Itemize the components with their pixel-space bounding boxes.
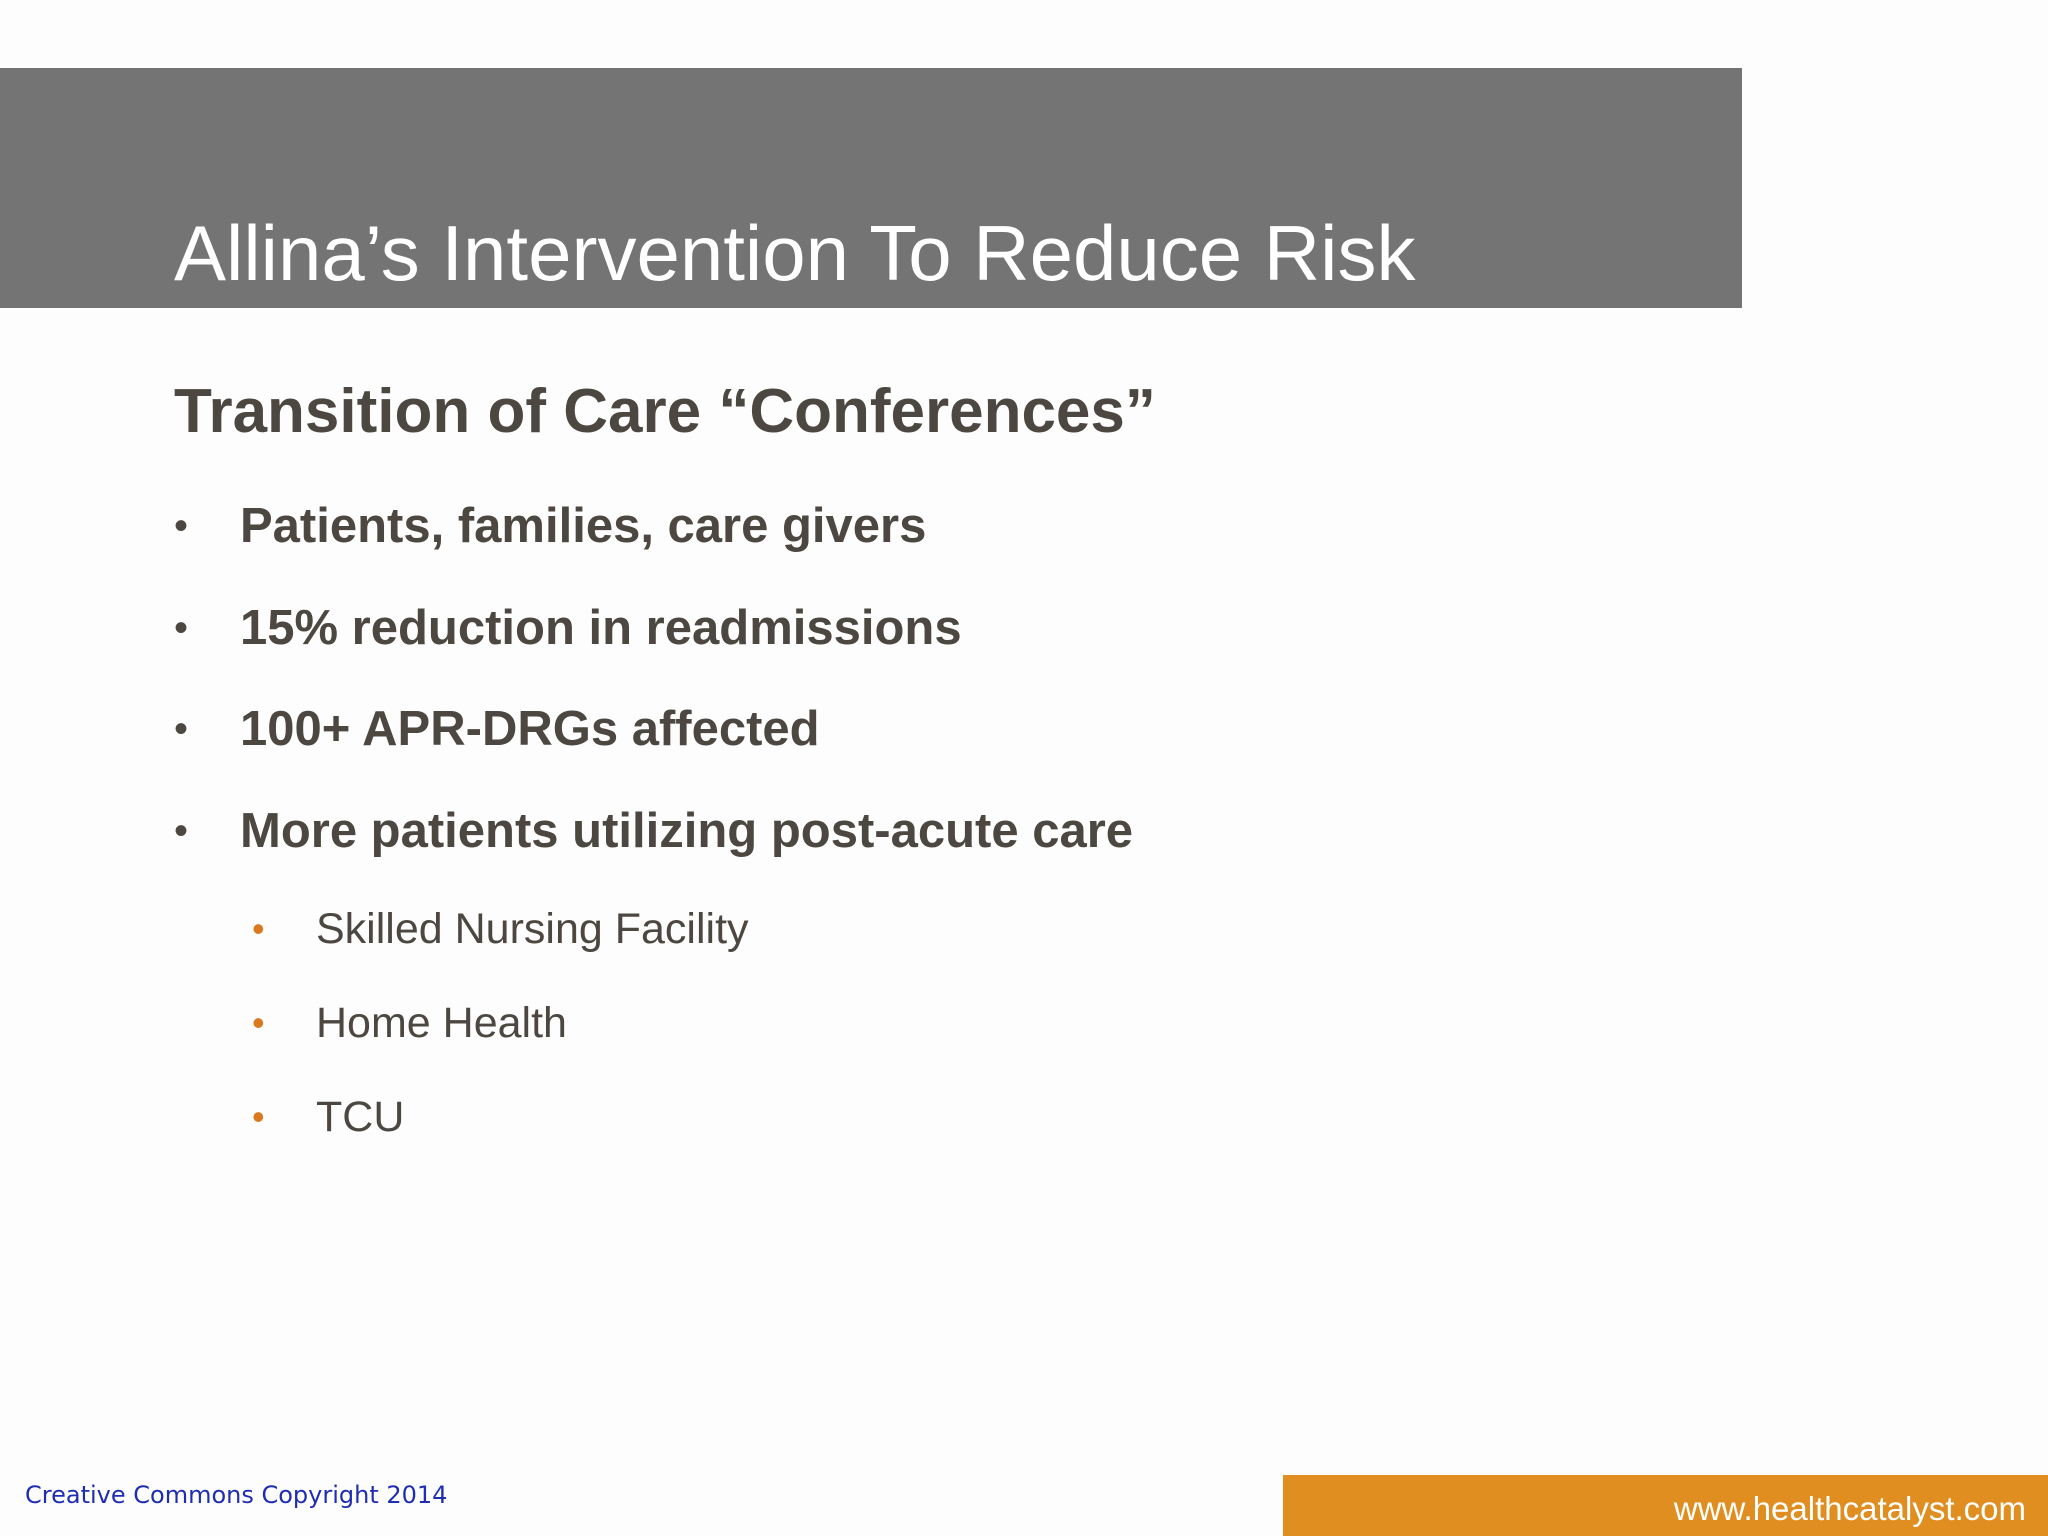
sub-bullet-text: Skilled Nursing Facility — [316, 905, 749, 953]
footer-bar — [1283, 1475, 2048, 1536]
bullet-marker: • — [174, 809, 189, 853]
sub-bullet-marker: • — [252, 1096, 265, 1137]
copyright-notice: Creative Commons Copyright 2014 — [25, 1481, 448, 1509]
footer-url[interactable]: www.healthcatalyst.com — [1673, 1490, 2026, 1527]
bullet-marker: • — [174, 504, 189, 548]
bullet-text: More patients utilizing post-acute care — [240, 804, 1134, 858]
sub-bullet-text: Home Health — [316, 999, 567, 1047]
sub-bullet-text: TCU — [316, 1093, 405, 1141]
slide-title: Allina’s Intervention To Reduce Risk — [174, 209, 1416, 297]
sub-bullet-marker: • — [252, 908, 265, 949]
bullet-marker: • — [174, 707, 189, 751]
bullet-text: 100+ APR-DRGs affected — [240, 702, 820, 756]
bullet-text: Patients, families, care givers — [240, 499, 927, 553]
sub-bullet-marker: • — [252, 1002, 265, 1043]
bullet-marker: • — [174, 606, 189, 650]
bullet-text: 15% reduction in readmissions — [240, 601, 962, 655]
slide-subtitle: Transition of Care “Conferences” — [174, 377, 1156, 446]
